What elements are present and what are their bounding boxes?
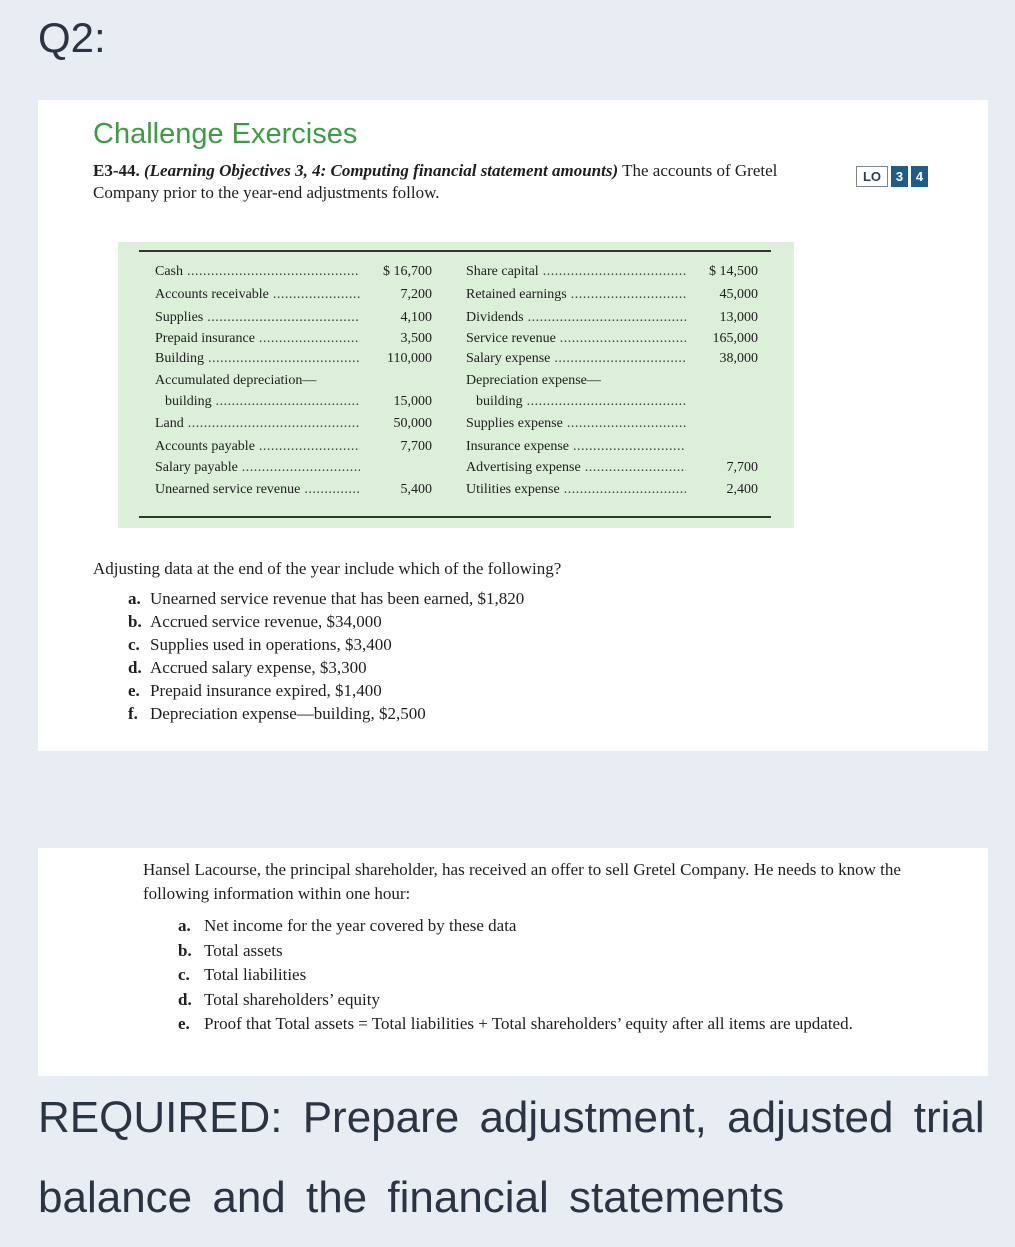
account-amount: 5,400 <box>400 482 432 497</box>
item-letter: d. <box>128 658 142 677</box>
account-row <box>155 435 432 458</box>
account-name: Accounts payable ..... <box>155 435 360 458</box>
item-text: Proof that Total assets = Total liabilities + Total shareholders’ equity after all items are updated. <box>204 1014 853 1033</box>
account-row <box>466 369 758 392</box>
account-row <box>155 478 432 501</box>
account-row <box>466 458 758 478</box>
requirements-list <box>178 914 958 1037</box>
accounts-column-left <box>155 260 432 501</box>
adjusting-list <box>128 587 524 725</box>
account-amount: 4,100 <box>400 310 432 325</box>
learning-objective-badge <box>856 166 928 187</box>
table-rule-bottom <box>139 516 771 518</box>
account-row <box>155 458 432 478</box>
table-rule-top <box>139 250 771 252</box>
list-item <box>128 633 524 656</box>
account-row <box>155 260 432 283</box>
exercise-intro <box>93 160 833 204</box>
accounts-column-right <box>466 260 758 501</box>
account-name: Unearned service revenue ..... <box>155 478 360 501</box>
list-item <box>178 939 958 964</box>
list-item <box>178 914 958 939</box>
account-name: Cash ..... <box>155 260 360 283</box>
account-name: building ..... <box>155 392 360 412</box>
item-text: Supplies used in operations, $3,400 <box>150 635 392 654</box>
exercise-number: E3-44. <box>93 161 140 180</box>
exercise-objectives: (Learning Objectives 3, 4: Computing financial statement amounts) <box>144 161 619 180</box>
account-row <box>466 306 758 329</box>
item-text: Total shareholders’ equity <box>204 989 380 1009</box>
account-name: Retained earnings ..... <box>466 283 686 306</box>
item-letter: f. <box>128 704 138 723</box>
account-row <box>466 392 758 412</box>
accounts-table <box>118 242 794 528</box>
item-text: Accrued salary expense, $3,300 <box>150 658 367 677</box>
account-row <box>466 349 758 369</box>
account-row <box>466 412 758 435</box>
account-row <box>155 349 432 369</box>
account-name: Accumulated depreciation— <box>155 373 317 388</box>
item-text: Total assets <box>204 940 283 960</box>
item-letter: c. <box>128 635 140 654</box>
item-letter: e. <box>128 681 140 700</box>
account-name: Service revenue ..... <box>466 329 686 349</box>
lo-number: 3 <box>891 166 908 187</box>
required-instruction: REQUIRED: Prepare adjustment, adjusted trial balance and the financial statements <box>38 1093 985 1222</box>
item-letter: a. <box>128 589 141 608</box>
account-name: Building ..... <box>155 349 360 369</box>
account-name: Advertising expense ..... <box>466 458 686 478</box>
item-text: Accrued service revenue, $34,000 <box>150 612 382 631</box>
account-amount: 15,000 <box>393 394 432 409</box>
account-name: Accounts receivable ..... <box>155 283 360 306</box>
item-letter: c. <box>178 965 190 984</box>
account-row <box>155 369 432 392</box>
account-row <box>466 329 758 349</box>
item-letter: d. <box>178 989 192 1009</box>
account-name: Share capital ..... <box>466 260 686 283</box>
item-letter: b. <box>128 612 142 631</box>
lo-label: LO <box>856 166 888 187</box>
exercise-card <box>38 100 988 751</box>
account-name: Dividends ..... <box>466 306 686 329</box>
account-amount: 45,000 <box>719 287 758 302</box>
account-row <box>466 283 758 306</box>
account-amount: 50,000 <box>393 416 432 431</box>
list-item <box>128 679 524 702</box>
account-row <box>155 392 432 412</box>
list-item <box>128 587 524 610</box>
account-name: Supplies expense ..... <box>466 412 686 435</box>
account-row <box>155 306 432 329</box>
section-title: Challenge Exercises <box>93 118 358 150</box>
account-amount: 165,000 <box>712 331 758 346</box>
account-amount: $ 14,500 <box>709 264 758 279</box>
item-text: Prepaid insurance expired, $1,400 <box>150 681 382 700</box>
list-item <box>128 702 524 725</box>
item-text: Depreciation expense—building, $2,500 <box>150 704 426 723</box>
adjusting-intro: Adjusting data at the end of the year include which of the following? <box>93 559 562 578</box>
account-name: Depreciation expense— <box>466 373 601 388</box>
list-item <box>178 963 958 988</box>
account-row <box>155 283 432 306</box>
item-letter: a. <box>178 916 191 935</box>
offer-paragraph: Hansel Lacourse, the principal shareholder, has received an offer to sell Gretel Company. He needs to know the following information within one hour: <box>143 860 901 903</box>
lo-number: 4 <box>911 166 928 187</box>
list-item <box>178 988 958 1013</box>
account-row <box>466 260 758 283</box>
account-row <box>466 478 758 501</box>
account-amount: 2,400 <box>726 482 758 497</box>
account-name: Utilities expense ..... <box>466 478 686 501</box>
requirements-card <box>38 848 988 1076</box>
account-name: Salary payable ..... <box>155 458 360 478</box>
item-text: Total liabilities <box>204 965 307 984</box>
account-name: building ..... <box>466 392 686 412</box>
exercise-intro-text: The accounts of Gretel Company prior to the year-end adjustments follow. <box>93 161 778 202</box>
account-row <box>155 412 432 435</box>
list-item <box>178 1012 958 1037</box>
account-amount: 110,000 <box>387 351 432 366</box>
account-amount: 13,000 <box>719 310 758 325</box>
list-item <box>128 610 524 633</box>
account-amount: 38,000 <box>719 351 758 366</box>
account-row <box>466 435 758 458</box>
list-item <box>128 656 524 679</box>
account-amount: 7,700 <box>400 439 432 454</box>
account-name: Supplies ..... <box>155 306 360 329</box>
item-letter: e. <box>178 1014 190 1033</box>
item-text: Net income for the year covered by these data <box>204 916 517 935</box>
question-label: Q2: <box>38 14 106 61</box>
account-amount: 3,500 <box>400 331 432 346</box>
account-amount: 7,200 <box>400 287 432 302</box>
account-name: Prepaid insurance ..... <box>155 329 360 349</box>
account-name: Insurance expense ..... <box>466 435 686 458</box>
account-row <box>155 329 432 349</box>
account-name: Land ..... <box>155 412 360 435</box>
account-amount: $ 16,700 <box>383 264 432 279</box>
item-letter: b. <box>178 940 192 960</box>
account-name: Salary expense ..... <box>466 349 686 369</box>
account-amount: 7,700 <box>726 460 758 475</box>
item-text: Unearned service revenue that has been earned, $1,820 <box>150 589 525 608</box>
